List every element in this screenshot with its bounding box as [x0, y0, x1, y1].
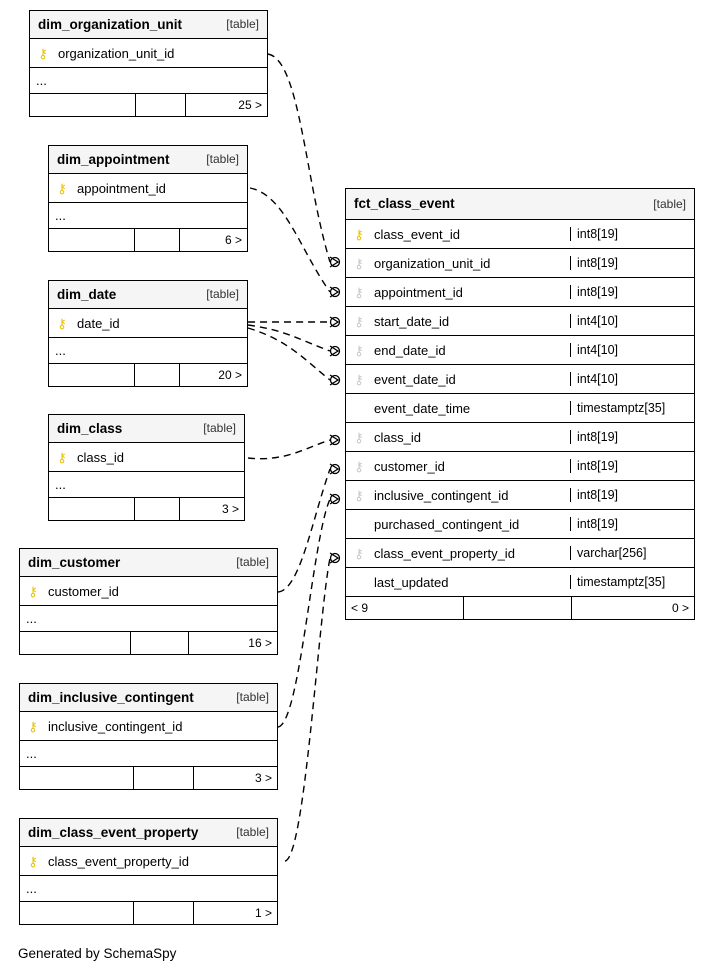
- table-footer: [20, 767, 277, 789]
- column-name: organization_unit_id: [58, 45, 175, 61]
- foreign-key-icon: ⚷: [354, 284, 364, 300]
- table-header: [30, 11, 267, 39]
- table-footer: [30, 94, 267, 116]
- column-name: appointment_id: [77, 180, 166, 196]
- table-footer: [49, 364, 247, 386]
- table-header: [20, 819, 277, 847]
- table-title: dim_customer: [28, 554, 121, 570]
- column-name: customer_id: [48, 583, 119, 599]
- primary-key-icon: ⚷: [28, 718, 38, 734]
- table-header: [20, 684, 277, 712]
- table-title: fct_class_event: [354, 196, 455, 211]
- table-type-tag: [table]: [206, 152, 239, 166]
- table-row[interactable]: [346, 365, 694, 394]
- column-name: purchased_contingent_id: [374, 516, 520, 532]
- column-name: inclusive_contingent_id: [374, 487, 509, 503]
- table-header: [49, 415, 244, 443]
- column-name: date_id: [77, 315, 120, 331]
- table-title: dim_class: [57, 420, 123, 436]
- fact-columns: [346, 220, 694, 597]
- more-columns-ellipsis: ...: [30, 68, 267, 94]
- foreign-key-icon: ⚷: [354, 429, 364, 445]
- table-row[interactable]: [346, 510, 694, 539]
- table-type-tag: [table]: [236, 825, 269, 839]
- diagram-caption: Generated by SchemaSpy: [18, 946, 177, 961]
- footer-mid-cell: [134, 364, 179, 386]
- more-columns-ellipsis: ...: [20, 606, 277, 632]
- table-row[interactable]: [346, 452, 694, 481]
- column-type: int8[19]: [570, 430, 694, 444]
- table-dim-class-event-property[interactable]: [19, 818, 278, 925]
- primary-key-icon: ⚷: [28, 853, 38, 869]
- column-type: int8[19]: [570, 227, 694, 241]
- primary-key-icon: ⚷: [57, 449, 67, 465]
- column-type: timestamptz[35]: [570, 401, 694, 415]
- table-fct-class-event[interactable]: [345, 188, 695, 620]
- table-row[interactable]: [20, 712, 277, 741]
- foreign-key-icon: ⚷: [354, 313, 364, 329]
- table-row[interactable]: [346, 539, 694, 568]
- foreign-key-icon: ⚷: [354, 458, 364, 474]
- column-name: inclusive_contingent_id: [48, 718, 183, 734]
- column-name: class_id: [77, 449, 124, 465]
- footer-left-cell: [20, 902, 133, 924]
- table-type-tag: [table]: [203, 421, 236, 435]
- more-columns-ellipsis: ...: [49, 472, 244, 498]
- table-header: [49, 146, 247, 174]
- table-dim-inclusive-contingent[interactable]: [19, 683, 278, 790]
- footer-right-count: 20 >: [179, 364, 247, 386]
- column-name: last_updated: [374, 574, 449, 590]
- table-title: dim_class_event_property: [28, 824, 199, 840]
- table-row[interactable]: [346, 307, 694, 336]
- table-row[interactable]: [346, 568, 694, 597]
- footer-left-cell: [20, 632, 130, 654]
- table-type-tag: [table]: [653, 196, 686, 211]
- column-type: int4[10]: [570, 343, 694, 357]
- column-type: int8[19]: [570, 488, 694, 502]
- footer-right-count: 0 >: [571, 597, 694, 619]
- footer-right-count: 3 >: [193, 767, 277, 789]
- footer-mid-cell: [463, 597, 571, 619]
- more-columns-ellipsis: ...: [20, 741, 277, 767]
- column-type: int8[19]: [570, 256, 694, 270]
- column-type: int4[10]: [570, 314, 694, 328]
- primary-key-icon: ⚷: [28, 583, 38, 599]
- column-type: int4[10]: [570, 372, 694, 386]
- column-name: class_event_property_id: [48, 853, 189, 869]
- table-footer: [20, 632, 277, 654]
- column-name: class_event_property_id: [374, 545, 515, 561]
- footer-left-cell: [49, 229, 134, 251]
- more-columns-ellipsis: ...: [49, 338, 247, 364]
- table-row[interactable]: [346, 249, 694, 278]
- footer-left-count: < 9: [351, 601, 369, 615]
- column-name: start_date_id: [374, 313, 450, 329]
- table-dim-class[interactable]: [48, 414, 245, 521]
- foreign-key-icon: ⚷: [354, 545, 364, 561]
- table-footer: [346, 597, 694, 619]
- more-columns-ellipsis: ...: [20, 876, 277, 902]
- column-type: int8[19]: [570, 459, 694, 473]
- column-name: organization_unit_id: [374, 255, 491, 271]
- table-row[interactable]: [346, 394, 694, 423]
- table-row[interactable]: [20, 847, 277, 876]
- table-title: dim_organization_unit: [38, 16, 183, 32]
- column-name: customer_id: [374, 458, 445, 474]
- table-footer: [49, 229, 247, 251]
- footer-mid-cell: [133, 767, 193, 789]
- table-row[interactable]: [20, 577, 277, 606]
- footer-mid-cell: [134, 498, 179, 520]
- column-type: int8[19]: [570, 285, 694, 299]
- column-type: varchar[256]: [570, 546, 694, 560]
- table-row[interactable]: [346, 220, 694, 249]
- footer-mid-cell: [135, 94, 185, 116]
- table-title: dim_inclusive_contingent: [28, 689, 194, 705]
- table-footer: [20, 902, 277, 924]
- table-header: [346, 189, 694, 220]
- table-row[interactable]: [346, 481, 694, 510]
- footer-mid-cell: [130, 632, 188, 654]
- table-title: dim_appointment: [57, 151, 170, 167]
- table-row[interactable]: [49, 309, 247, 338]
- primary-key-icon: ⚷: [354, 226, 364, 242]
- foreign-key-icon: ⚷: [354, 487, 364, 503]
- table-row[interactable]: [49, 443, 244, 472]
- footer-right-count: 1 >: [193, 902, 277, 924]
- table-type-tag: [table]: [226, 17, 259, 31]
- table-row[interactable]: [346, 336, 694, 365]
- table-type-tag: [table]: [236, 690, 269, 704]
- table-header: [49, 281, 247, 309]
- footer-left-cell: [20, 767, 133, 789]
- table-dim-organization-unit[interactable]: [29, 10, 268, 117]
- table-dim-appointment[interactable]: [48, 145, 248, 252]
- table-dim-date[interactable]: [48, 280, 248, 387]
- table-row[interactable]: [30, 39, 267, 68]
- column-type: timestamptz[35]: [570, 575, 694, 589]
- foreign-key-icon: ⚷: [354, 371, 364, 387]
- table-row[interactable]: [346, 423, 694, 452]
- footer-right-count: 16 >: [188, 632, 277, 654]
- table-dim-customer[interactable]: [19, 548, 278, 655]
- table-footer: [49, 498, 244, 520]
- foreign-key-icon: ⚷: [354, 342, 364, 358]
- footer-right-count: 25 >: [185, 94, 267, 116]
- footer-left-cell: [49, 498, 134, 520]
- column-name: end_date_id: [374, 342, 446, 358]
- footer-mid-cell: [134, 229, 179, 251]
- more-columns-ellipsis: ...: [49, 203, 247, 229]
- column-name: class_id: [374, 429, 421, 445]
- table-row[interactable]: [49, 174, 247, 203]
- column-name: event_date_id: [374, 371, 456, 387]
- column-name: appointment_id: [374, 284, 463, 300]
- table-row[interactable]: [346, 278, 694, 307]
- foreign-key-icon: ⚷: [354, 255, 364, 271]
- primary-key-icon: ⚷: [57, 180, 67, 196]
- table-type-tag: [table]: [206, 287, 239, 301]
- column-name: event_date_time: [374, 400, 471, 416]
- footer-mid-cell: [133, 902, 193, 924]
- footer-left-cell: [30, 94, 135, 116]
- column-type: int8[19]: [570, 517, 694, 531]
- table-type-tag: [table]: [236, 555, 269, 569]
- primary-key-icon: ⚷: [38, 45, 48, 61]
- column-name: class_event_id: [374, 226, 460, 242]
- footer-right-count: 6 >: [179, 229, 247, 251]
- footer-left-cell: [49, 364, 134, 386]
- primary-key-icon: ⚷: [57, 315, 67, 331]
- table-header: [20, 549, 277, 577]
- footer-right-count: 3 >: [179, 498, 244, 520]
- table-title: dim_date: [57, 286, 117, 302]
